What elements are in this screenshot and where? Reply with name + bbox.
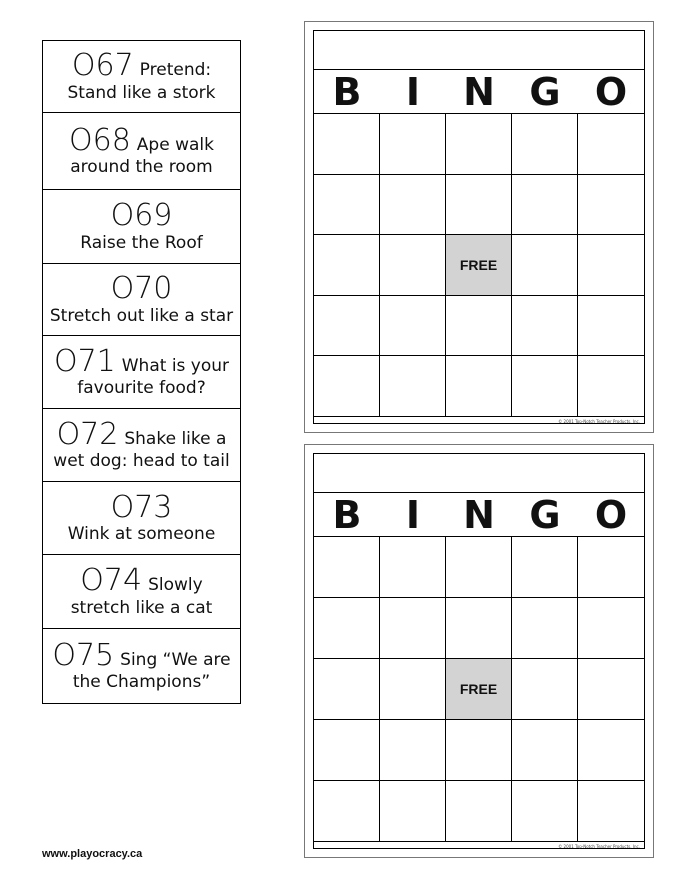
bingo-cell[interactable] [446,356,512,417]
letter-i: I [405,70,421,114]
bingo-cell[interactable] [512,235,578,296]
call-text: favourite food? [77,378,206,399]
footer-url: www.playocracy.ca [42,848,143,860]
bingo-cell[interactable] [314,114,380,175]
bingo-cell[interactable] [446,114,512,175]
free-space: FREE [446,235,512,296]
call-text: What is your [121,355,230,376]
free-space: FREE [446,659,512,720]
bingo-cell[interactable] [380,659,446,720]
call-text: Stand like a stork [67,82,216,103]
call-text: Shake like a [124,428,227,449]
card-title-area [314,454,644,493]
bingo-cell[interactable] [314,781,380,842]
call-text: Ape walk [136,134,214,155]
call-item [43,41,240,113]
call-text: Stretch out like a star [49,305,234,326]
bingo-cell[interactable] [512,720,578,781]
bingo-cell[interactable] [314,356,380,417]
call-number: O69 [110,198,173,234]
bingo-cell[interactable] [512,781,578,842]
call-number: O70 [110,271,173,307]
bingo-cell[interactable] [314,720,380,781]
call-number: O68 [69,122,131,158]
bingo-cell[interactable] [314,598,380,659]
bingo-card [304,444,654,858]
call-item [43,555,240,629]
call-text: Raise the Roof [80,232,203,253]
bingo-cell[interactable] [512,114,578,175]
bingo-cell[interactable] [512,356,578,417]
bingo-cell[interactable] [578,235,644,296]
call-number: O72 [56,416,119,452]
letter-b: B [332,70,362,114]
copyright-note: © 2001 Top-Notch Teacher Products, Inc. [558,419,640,424]
bingo-cell[interactable] [578,537,644,598]
letter-b: B [332,493,362,537]
bingo-cell[interactable] [314,296,380,357]
bingo-cell[interactable] [380,781,446,842]
bingo-cell[interactable] [512,598,578,659]
bingo-cell[interactable] [380,114,446,175]
call-number: O67 [71,48,134,84]
call-item [43,190,240,264]
bingo-cell[interactable] [512,175,578,236]
letter-i: I [405,493,421,537]
bingo-card-frame [313,453,645,849]
bingo-cell[interactable] [446,296,512,357]
call-item [43,113,240,190]
bingo-cell[interactable] [578,356,644,417]
bingo-cell[interactable] [512,537,578,598]
call-text: around the room [70,157,213,178]
call-list [42,40,241,704]
letter-n: N [463,493,495,537]
call-text: the Champions” [72,672,211,693]
bingo-cell[interactable] [446,537,512,598]
bingo-cell[interactable] [380,598,446,659]
bingo-header [314,493,644,537]
card-title-area [314,31,644,70]
call-item [43,629,240,703]
call-text: Sing “We are [120,649,231,670]
bingo-cell[interactable] [578,175,644,236]
call-text: wet dog: head to tail [53,451,230,472]
bingo-cell[interactable] [446,598,512,659]
call-text: Pretend: [139,60,212,81]
bingo-grid [314,537,644,842]
bingo-cell[interactable] [380,296,446,357]
call-text: stretch like a cat [70,597,213,618]
bingo-cell[interactable] [380,175,446,236]
bingo-cell[interactable] [446,781,512,842]
letter-o: O [594,493,628,537]
bingo-cell[interactable] [446,720,512,781]
bingo-card [304,21,654,433]
copyright-note: © 2001 Top-Notch Teacher Products, Inc. [558,844,640,849]
call-text: Slowly [148,575,203,596]
bingo-cell[interactable] [380,537,446,598]
bingo-cell[interactable] [314,175,380,236]
call-number: O71 [53,343,116,379]
bingo-cell[interactable] [578,598,644,659]
bingo-grid [314,114,644,417]
bingo-cell[interactable] [380,720,446,781]
call-number: O75 [52,637,115,673]
bingo-cell[interactable] [314,235,380,296]
letter-g: G [529,70,561,114]
bingo-cell[interactable] [314,659,380,720]
bingo-cell[interactable] [578,659,644,720]
bingo-cell[interactable] [314,537,380,598]
call-number: O73 [110,489,173,525]
bingo-cell[interactable] [380,235,446,296]
letter-n: N [463,70,495,114]
bingo-cell[interactable] [578,720,644,781]
bingo-card-frame [313,30,645,424]
bingo-cell[interactable] [446,175,512,236]
call-item [43,482,240,555]
call-number: O74 [80,563,143,599]
bingo-cell[interactable] [578,781,644,842]
bingo-cell[interactable] [512,659,578,720]
call-item [43,336,240,409]
call-item [43,409,240,482]
bingo-cell[interactable] [380,356,446,417]
bingo-header [314,70,644,114]
bingo-cell[interactable] [512,296,578,357]
bingo-cell[interactable] [578,296,644,357]
letter-g: G [529,493,561,537]
call-text: Wink at someone [67,524,216,545]
bingo-cell[interactable] [578,114,644,175]
letter-o: O [594,70,628,114]
call-item [43,264,240,336]
